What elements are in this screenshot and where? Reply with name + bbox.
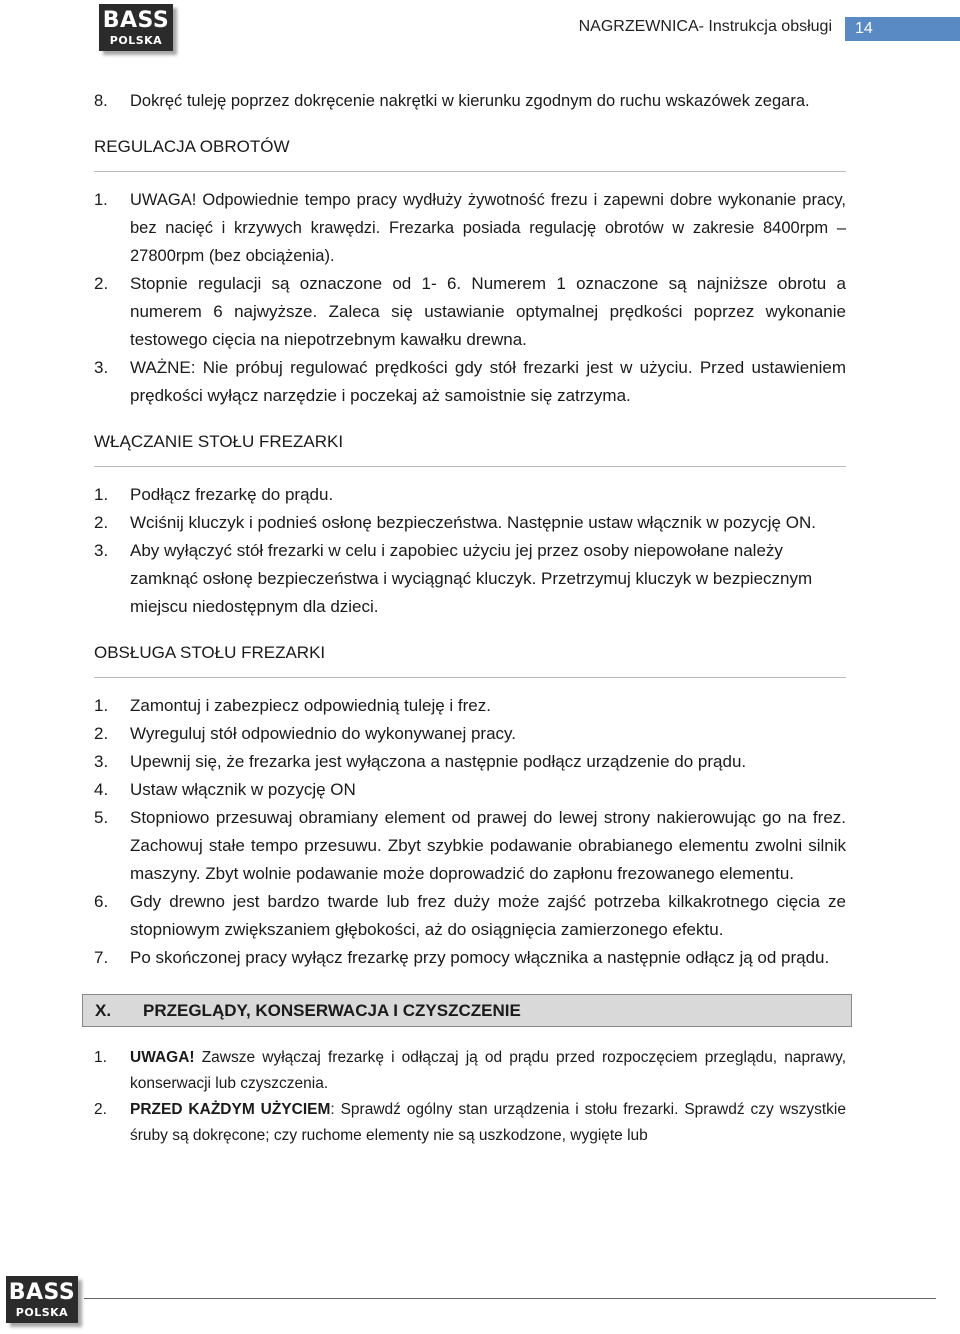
section-heading-regulacja xyxy=(94,133,846,172)
item-number: 2. xyxy=(94,724,109,743)
item-lead: PRZED KAŻDYM UŻYCIEM xyxy=(130,1101,331,1118)
item-number: 6. xyxy=(94,892,109,911)
item-text: UWAGA! Odpowiednie tempo pracy wydłuży żywotność frezu i zapewni dobre wykonanie pracy, bez nacięć i krzywych krawędzi. Frezarka posiada regulację obrotów w zakresie 8400rpm – 27800rpm (bez obciążenia). xyxy=(130,191,846,265)
item-number: 1. xyxy=(94,1049,107,1066)
footer-logo xyxy=(6,1276,78,1323)
list-item xyxy=(94,509,846,537)
item-number: 3. xyxy=(94,752,109,771)
item-text: Zamontuj i zabezpiecz odpowiednią tuleję i frez. xyxy=(130,696,491,715)
item-text xyxy=(130,1097,846,1149)
item-number: 1. xyxy=(94,191,108,209)
list-item xyxy=(94,1097,846,1149)
section-heading-text: OBSŁUGA STOŁU FREZARKI xyxy=(94,643,326,662)
item-number: 2. xyxy=(94,274,109,293)
logo-text-main: BASS xyxy=(102,8,170,33)
list-item xyxy=(94,804,846,888)
item-number: 3. xyxy=(94,541,109,560)
section-heading-text: REGULACJA OBROTÓW xyxy=(94,137,290,156)
item-text: Upewnij się, że frezarka jest wyłączona a następnie podłącz urządzenie do prądu. xyxy=(130,752,747,771)
chapter-number: X. xyxy=(95,1000,112,1020)
section-heading-text: WŁĄCZANIE STOŁU FREZARKI xyxy=(94,432,344,451)
list-item xyxy=(94,720,846,748)
list-item xyxy=(94,888,846,944)
list-item xyxy=(94,748,846,776)
item-number: 3. xyxy=(94,358,109,377)
item-body: Zawsze wyłączaj frezarkę i odłączaj ją od prądu przed rozpoczęciem przeglądu, naprawy, konserwacji lub czyszczenia. xyxy=(130,1049,846,1092)
logo-text-sub: POLSKA xyxy=(109,34,163,47)
list-item xyxy=(94,87,846,115)
item-text: Stopniowo przesuwaj obramiany element od prawej do lewej strony nakierowując go na frez. Zachowuj stałe tempo przesuwu. Zbyt szybkie podawanie obrabianego elementu zwolni silnik maszyny. Zbyt wolnie podawanie może doprowadzić do zapłonu frezowanego elementu. xyxy=(130,808,846,883)
item-text: Ustaw włącznik w pozycję ON xyxy=(130,780,356,799)
item-number: 1. xyxy=(94,485,109,504)
item-lead: UWAGA! xyxy=(130,1049,195,1066)
list-item xyxy=(94,354,846,410)
item-text: Dokręć tuleję poprzez dokręcenie nakrętki w kierunku zgodnym do ruchu wskazówek zegara. xyxy=(130,92,810,110)
list-item xyxy=(94,944,846,972)
section-heading-obsluga xyxy=(94,639,846,678)
page-number-badge: 14 xyxy=(845,17,960,41)
list-item xyxy=(94,1045,846,1097)
item-text: Po skończonej pracy wyłącz frezarkę przy pomocy włącznika a następnie odłącz ją od prądu. xyxy=(130,948,830,967)
document-title: NAGRZEWNICA- Instrukcja obsługi xyxy=(578,18,832,35)
item-number: 2. xyxy=(94,1101,107,1118)
item-number: 5. xyxy=(94,808,109,827)
item-text: Wciśnij kluczyk i podnieś osłonę bezpieczeństwa. Następnie ustaw włącznik w pozycję ON. xyxy=(130,513,816,532)
footer-divider xyxy=(84,1298,936,1299)
item-number: 4. xyxy=(94,780,109,799)
chapter-heading-band xyxy=(82,994,852,1027)
item-number: 7. xyxy=(94,948,109,967)
chapter-title: PRZEGLĄDY, KONSERWACJA I CZYSZCZENIE xyxy=(143,1000,521,1020)
item-number: 2. xyxy=(94,513,109,532)
list-item xyxy=(94,692,846,720)
item-text: Gdy drewno jest bardzo twarde lub frez duży może zajść potrzeba kilkakrotnego cięcia ze stopniowym zwiększaniem głębokości, aż do osiągnięcia zamierzonego efektu. xyxy=(130,892,846,939)
brand-logo xyxy=(99,4,173,51)
item-text: Podłącz frezarkę do prądu. xyxy=(130,485,334,504)
page-content xyxy=(94,87,846,1149)
section-heading-wlaczanie xyxy=(94,428,846,467)
logo-text-main: BASS xyxy=(8,1280,76,1305)
list-item xyxy=(94,481,846,509)
item-text xyxy=(130,1045,846,1097)
item-number: 1. xyxy=(94,696,109,715)
list-item xyxy=(94,537,846,621)
item-text: Wyreguluj stół odpowiednio do wykonywanej pracy. xyxy=(130,724,517,743)
item-body: : Sprawdź ogólny stan urządzenia i stołu frezarki. Sprawdź czy wszystkie śruby są dokręcone; czy ruchome elementy nie są uszkodzone, wygięte lub xyxy=(130,1101,846,1144)
item-text: Aby wyłączyć stół frezarki w celu i zapobiec użyciu jej przez osoby niepowołane należy zamknąć osłonę bezpieczeństwa i wyciągnąć kluczyk. Przetrzymuj kluczyk w bezpiecznym miejscu niedostępnym dla dzieci. xyxy=(130,541,813,616)
list-item xyxy=(94,186,846,270)
item-number: 8. xyxy=(94,92,108,110)
logo-text-sub: POLSKA xyxy=(15,1306,69,1319)
list-item xyxy=(94,270,846,354)
list-item xyxy=(94,776,846,804)
item-text: Stopnie regulacji są oznaczone od 1- 6. Numerem 1 oznaczone są najniższe obrotu a numerem 6 najwyższe. Zaleca się ustawianie optymalnej prędkości poprzez wykonanie testowego cięcia na niepotrzebnym kawałku drewna. xyxy=(130,274,846,349)
item-text: WAŻNE: Nie próbuj regulować prędkości gdy stół frezarki jest w użyciu. Przed ustawieniem prędkości wyłącz narzędzie i poczekaj aż samoistnie się zatrzyma. xyxy=(130,358,846,405)
